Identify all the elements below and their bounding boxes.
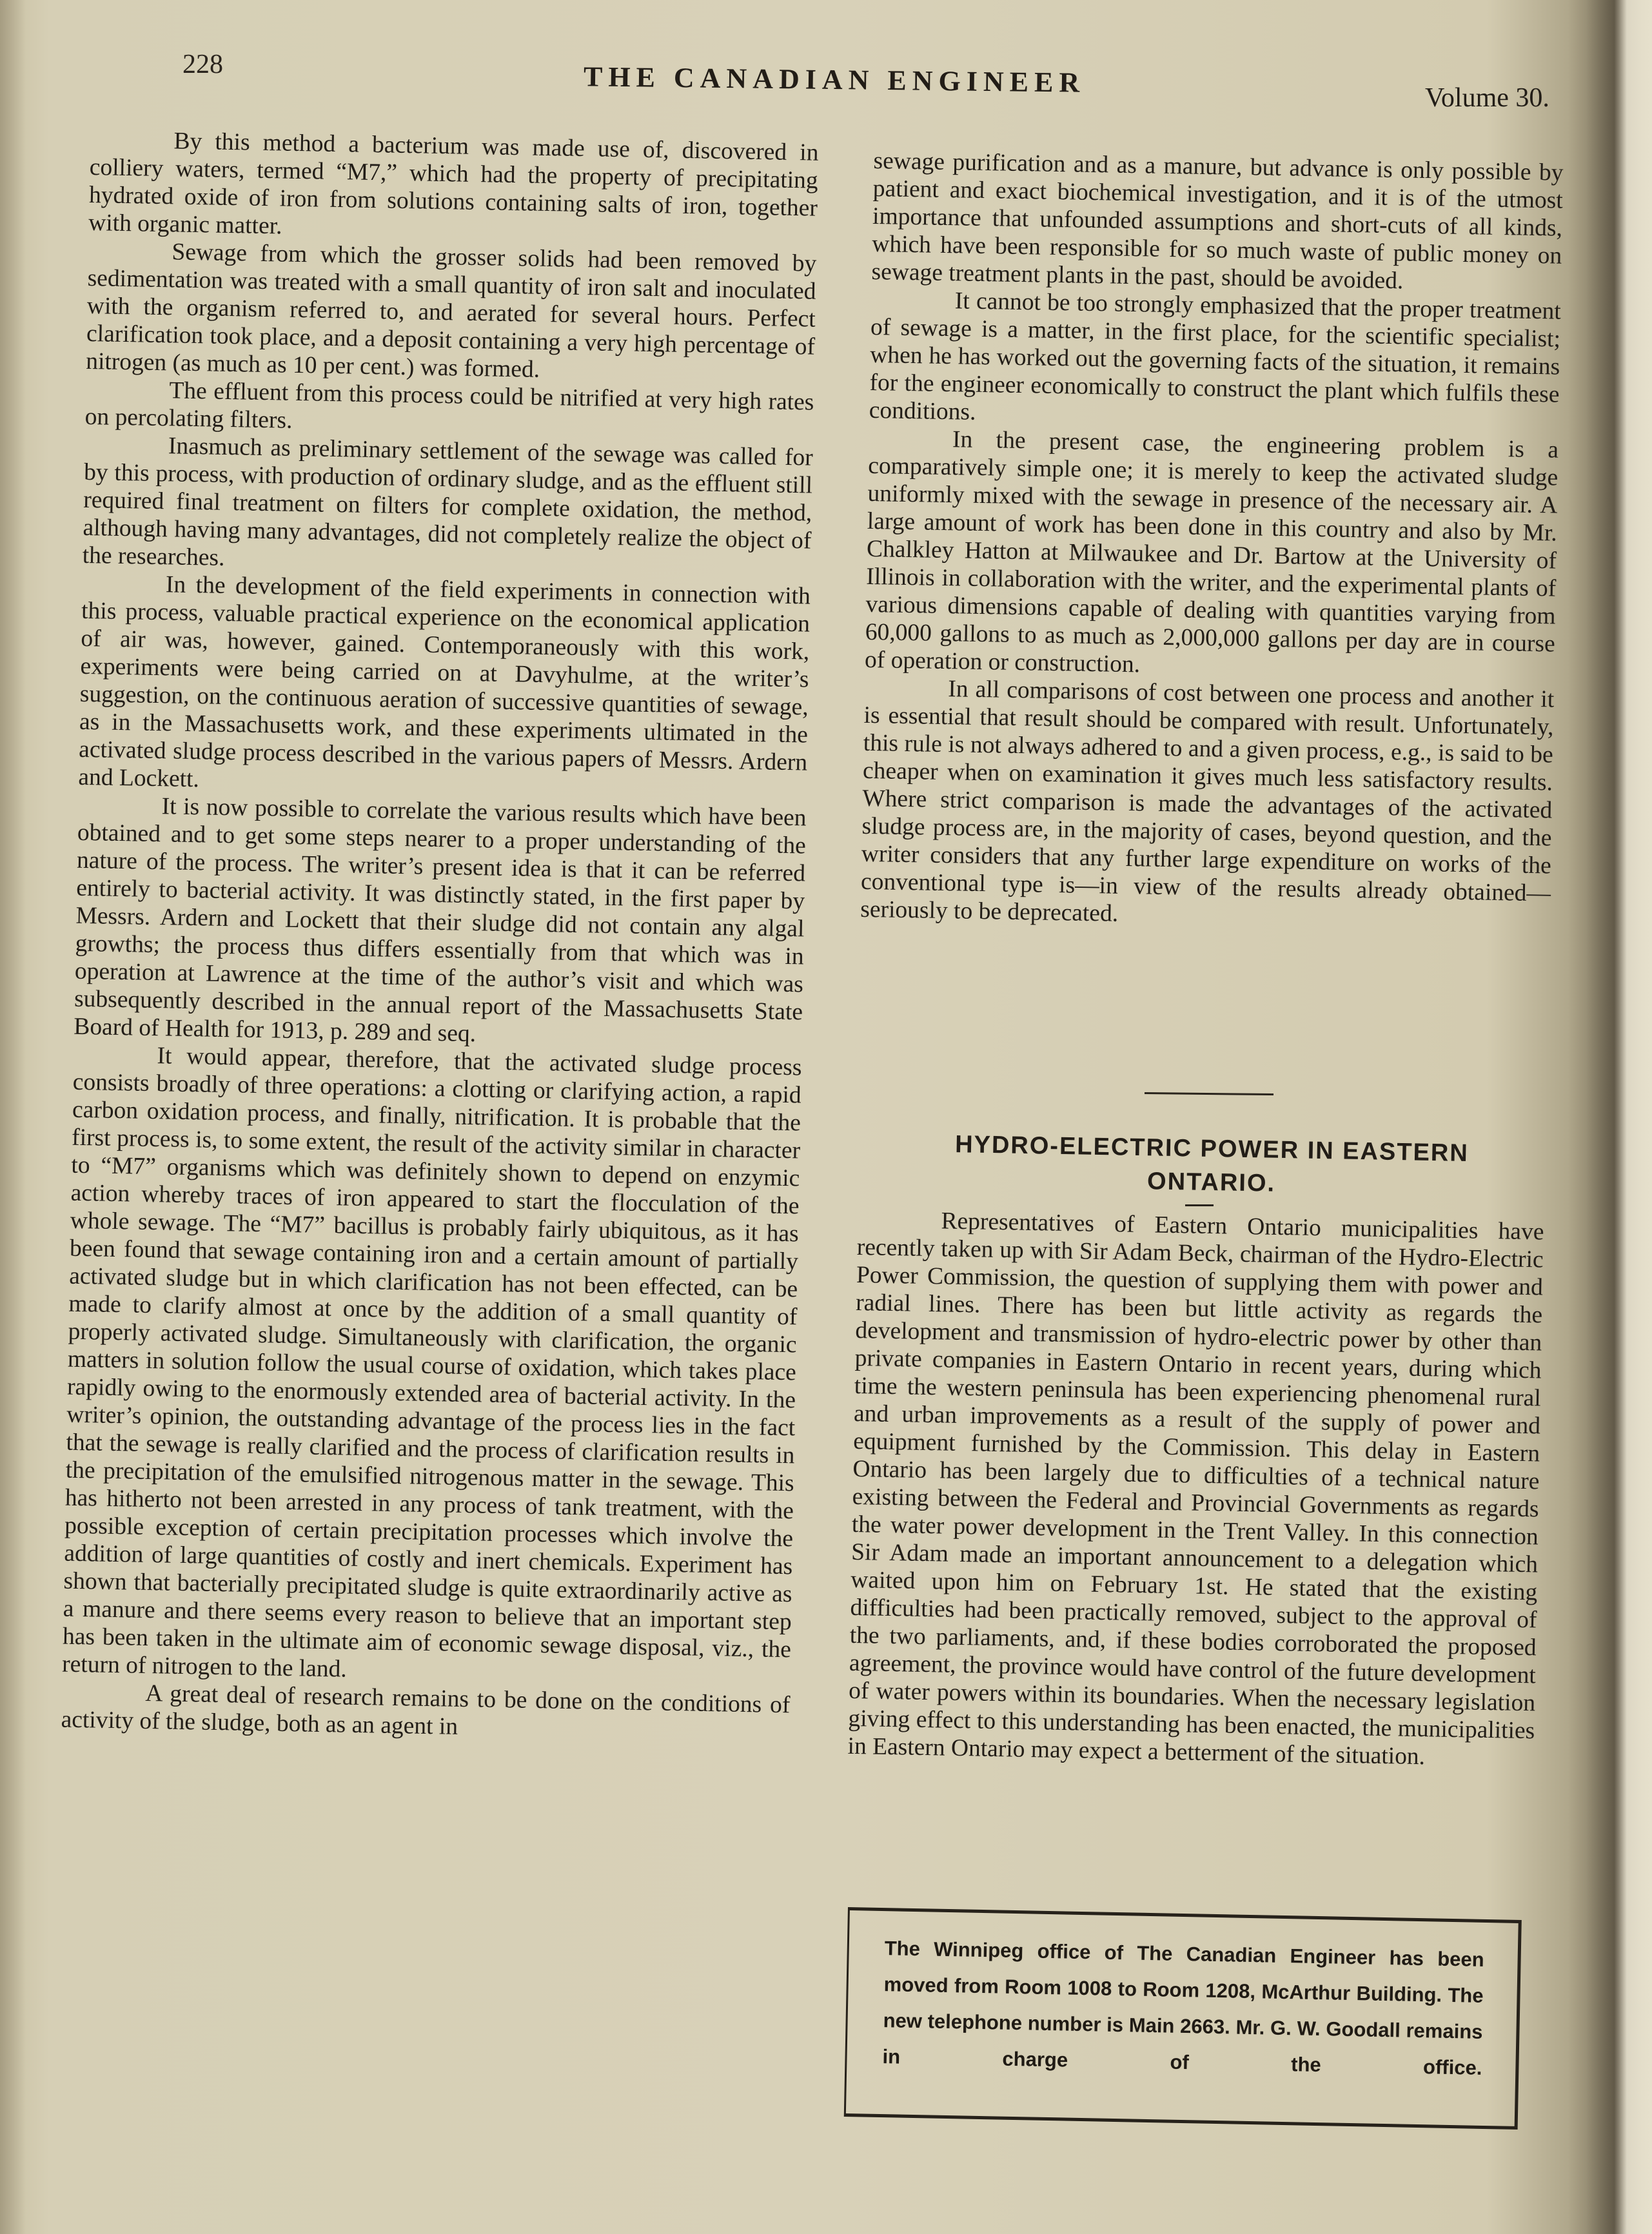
- paragraph: By this method a bacterium was made use of, discovered in colliery waters, termed “M7,” which had the property of precipitating hydrated oxide of iron from solutions containing salts of iron, together with organic matter.: [88, 128, 819, 240]
- paragraph: In the development of the field experiments in connection with this process, valuable practical experience on the economical application of air was, however, gained. Contemporaneously with this work, experiments were being carried on at Davyhulme, at the writer’s suggestion, on the continuous aeration of successive quantities of sewage, as in the Massachusetts work, and these experiments ultimated in the activated sludge process described in the various papers of Messrs. Ardern and Lockett.: [78, 571, 811, 793]
- notice-box: [844, 1907, 1522, 2130]
- paragraph: A great deal of research remains to be done on the conditions of activity of the sludge, both as an agent in: [61, 1680, 791, 1740]
- paragraph: It cannot be too strongly emphasized that the proper treatment of sewage is a matter, in the first place, for the scientific specialist; when he has worked out the governing facts of the situation, it remains for the engineer economically to construct the plant which fulfils these conditions.: [869, 288, 1562, 426]
- heading-underline: [1185, 1204, 1214, 1206]
- article-heading: HYDRO-ELECTRIC POWER IN EASTERN ONTARIO.: [954, 1131, 1470, 1197]
- paragraph: It is now possible to correlate the various results which have been obtained and to get some steps nearer to a proper understanding of the nature of the process. The writer’s present idea is that it can be referred entirely to bacterial activity. It was distinctly stated, in the first paper by Messrs. Ardern and Lockett that their sludge did not contain any algal growths; the process thus differs essentially from that which was in operation at Lawrence at the time of the author’s visit and which was subsequently described in the annual report of the Massachusetts State Board of Health for 1913, p. 289 and seq.: [74, 793, 807, 1048]
- paragraph: In the present case, the engineering problem is a comparatively simple one; it is merely to keep the activated sludge uniformly mixed with the sewage in presence of the necessary air. A large amount of work has been done in this country and also by Mr. Chalkley Hatton at Milwaukee and Dr. Bartow at the University of Illinois in collaboration with the writer, and the experimental plants of various dimensions capable of dealing with quantities varying from 60,000 gallons to as much as 2,000,000 gallons per day are in course of operation or construction.: [864, 426, 1559, 678]
- paragraph: sewage purification and as a manure, but advance is only possible by patient and exact biochemical investigation, and it is of the utmost importance that unfounded assumptions and short-cuts of all kinds, which have been responsible for so much waste of public money on sewage treatment plants in the past, should be avoided.: [871, 147, 1564, 295]
- article-body: [847, 1206, 1544, 1772]
- paragraph: The effluent from this process could be nitrified at very high rates on percolating filters.: [84, 377, 814, 434]
- left-column: [61, 126, 819, 1747]
- paragraph: In all comparisons of cost between one process and another it is essential that result should be compared with result. Unfortunately, this rule is not always adhered to and a given process, e.g., is said to be cheaper when on examination it gives much less satisfactory results. Where strict comparison is made the advantages of the activated sludge process are, in the majority of cases, beyond question, and the writer considers that any further large expenditure on works of the conventional type is—in view of the results already obtained—seriously to be deprecated.: [860, 676, 1555, 927]
- journal-title: THE CANADIAN ENGINEER: [583, 61, 1086, 99]
- section-divider: [1145, 1092, 1273, 1095]
- paragraph: Inasmuch as preliminary settlement of the sewage was called for by this process, with production of ordinary sludge, and as the effluent still required final treatment on filters for complete oxidation, the method, although having many advantages, did not completely realize the object of the researches.: [82, 433, 814, 571]
- notice-text: The Winnipeg office of The Canadian Engineer has been moved from Room 1008 to Room 1208, McArthur Building. The new telephone number is Main 2663. Mr. G. W. Goodall remains in charge of the office.: [882, 1937, 1484, 2079]
- page-number: 228: [182, 50, 223, 79]
- volume-label: Volume 30.: [1425, 83, 1549, 113]
- paragraph: Sewage from which the grosser solids had been removed by sedimentation was treated with a small quantity of iron salt and inoculated with the organism referred to, and aerated for several hours. Perfect clarification took place, and a deposit containing a very high percentage of nitrogen (as much as 10 per cent.) was formed.: [85, 239, 817, 383]
- paragraph: Representatives of Eastern Ontario municipalities have recently taken up with Sir Adam Beck, chairman of the Hydro-Electric Power Commission, the question of supplying them with power and radial lines. There has been but little activity as regards the development and transmission of hydro-electric power by other than private companies in Eastern Ontario in recent years, during which time the western peninsula has been experiencing phenomenal rural and urban improvements as a result of the supply of power and equipment furnished by the Commission. This delay in Eastern Ontario has been largely due to difficulties of a technical nature existing between the Federal and Provincial Governments as regards the water power development in the Trent Valley. In this connection Sir Adam made an important announcement to a delegation which waited upon him on February 1st. He stated that the existing difficulties had been practically removed, subject to the approval of the two parliaments, and, if these bodies corroborated the proposed agreement, the province would have control of the future development of water powers within its boundaries. When the necessary legislation giving effect to this understanding has been enacted, the municipalities in Eastern Ontario may expect a betterment of the situation.: [847, 1208, 1544, 1770]
- page-edge-shadow: [0, 0, 26, 2234]
- binding-shadow: [1568, 0, 1652, 2234]
- paragraph: It would appear, therefore, that the activated sludge process consists broadly of three operations: a clotting or clarifying action, a rapid carbon oxidation process, and finally, nitrification. It is probable that the first process is, to some extent, the result of the activity similar in character to “M7” organisms which was definitely shown to depend on enzymic action whereby traces of iron appeared to start the flocculation of the whole sewage. The “M7” bacillus is probably fairly ubiquitous, as it has been found that sewage containing iron and a certain amount of partially activated sludge but in which clarification has not been effected, can be made to clarify almost at once by the addition of a small quantity of properly activated sludge. Simultaneously with clarification, the organic matters in solution follow the usual course of oxidation, which takes place rapidly owing to the enormously extended area of bacterial activity. In the writer’s opinion, the outstanding advantage of the process lies in the fact that the sewage is really clarified and the process of clarification results in the precipitation of the emulsified nitrogenous matter in the sewage. This has hitherto not been arrested in any process of tank treatment, with the possible exception of certain precipitation processes which involve the addition of large quantities of costly and inert chemicals. Experiment has shown that bacterially precipitated sludge is quite extraordinarily active as a manure and there seems every reason to believe that an important step has been taken in the ultimate aim of economic sewage disposal, viz., the return of nitrogen to the land.: [61, 1043, 802, 1683]
- right-column: [860, 147, 1564, 935]
